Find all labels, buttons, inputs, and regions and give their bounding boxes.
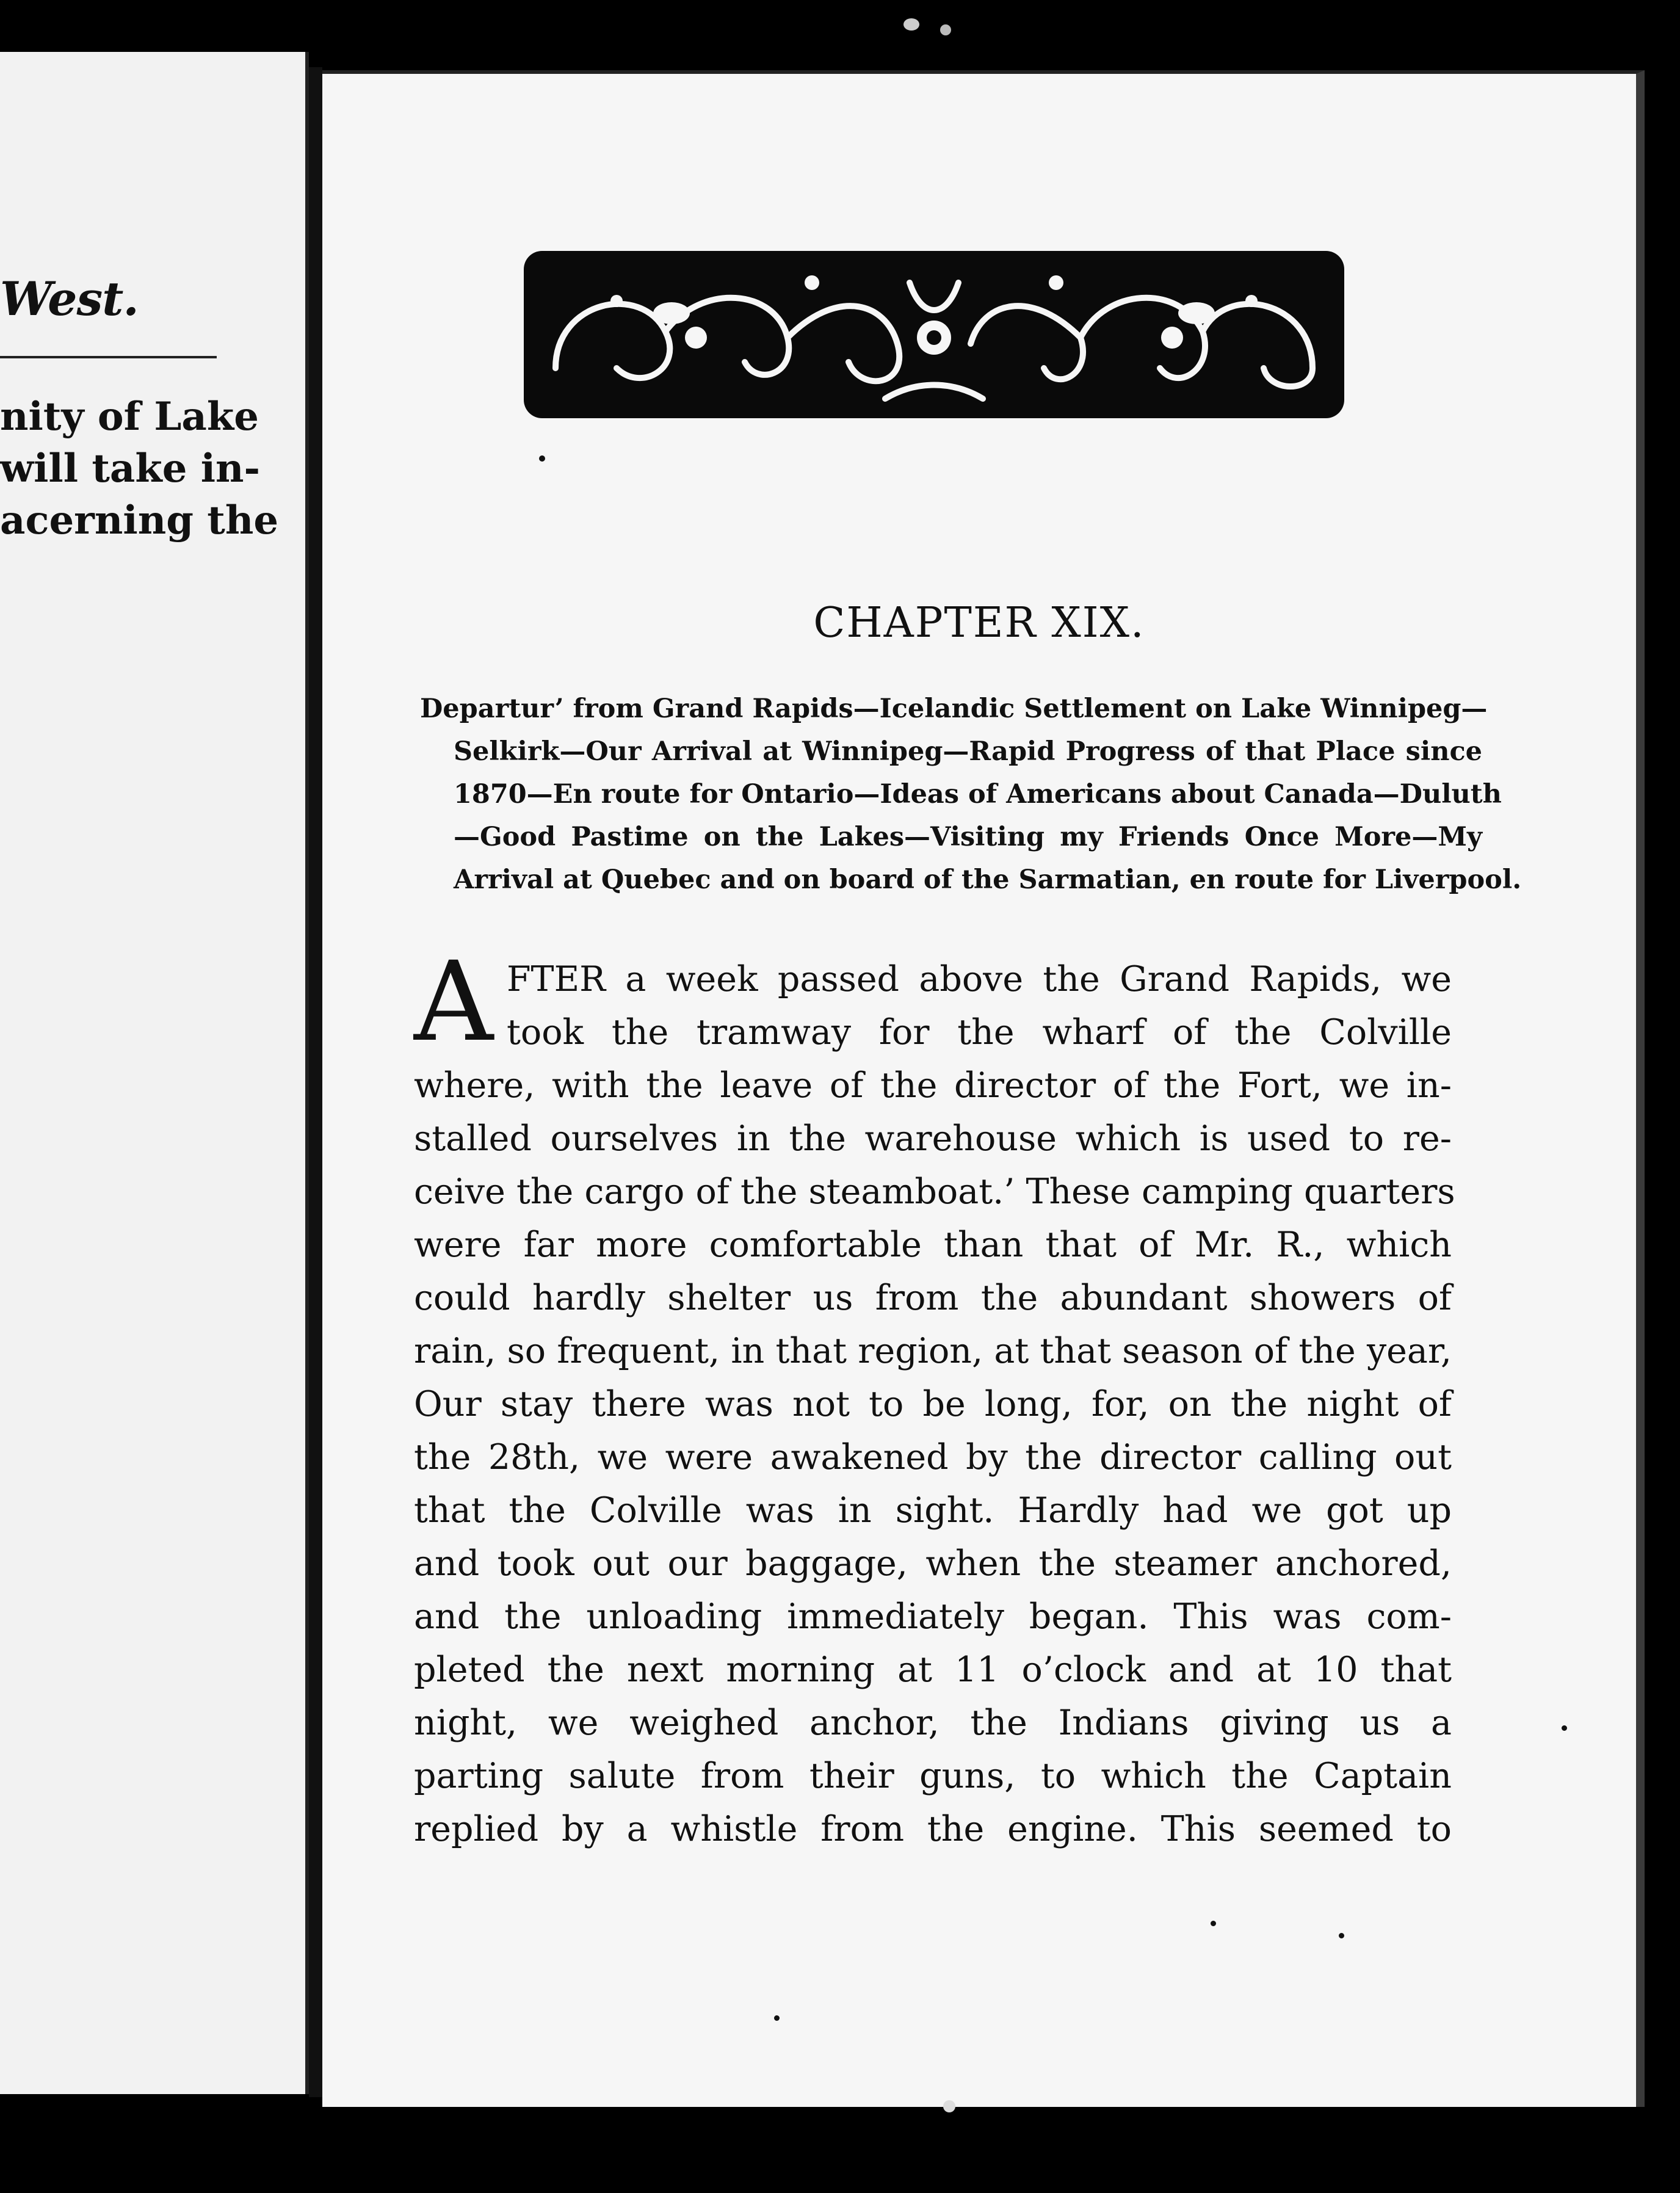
print-speck <box>1211 1921 1216 1926</box>
summary-line: 1870—En route for Ontario—Ideas of Americans about Canada—Duluth <box>454 779 1502 810</box>
scan-speck <box>940 24 951 35</box>
chapter-title: CHAPTER XIX. <box>813 599 1145 647</box>
left-text-line: nity of Lake <box>0 394 259 440</box>
print-speck <box>539 455 545 462</box>
body-line: rain, so frequent, in that region, at that season of the year, <box>414 1331 1452 1371</box>
drop-cap: A <box>414 938 493 1066</box>
body-line: and the unloading immediately began. This was com- <box>414 1597 1452 1637</box>
print-speck <box>774 2015 780 2021</box>
left-running-head: West. <box>0 272 139 326</box>
chapter-body <box>414 938 1455 1856</box>
body-line: night, we weighed anchor, the Indians giving us a <box>414 1703 1452 1743</box>
summary-line: —Good Pastime on the Lakes—Visiting my Friends Once More—My <box>454 822 1482 852</box>
body-line: that the Colville was in sight. Hardly had we got up <box>414 1490 1452 1531</box>
body-line: where, with the leave of the director of the Fort, we in- <box>414 1065 1452 1106</box>
summary-line: Selkirk—Our Arrival at Winnipeg—Rapid Progress of that Place since <box>454 736 1482 767</box>
left-page <box>0 52 309 2094</box>
body-line: were far more comfortable than that of Mr. R., which <box>414 1225 1452 1265</box>
right-page <box>322 70 1645 2107</box>
scan-speck <box>943 2100 955 2112</box>
body-line: pleted the next morning at 11 o’clock and at 10 that <box>414 1650 1452 1690</box>
decorative-headpiece-ornament <box>519 246 1349 423</box>
body-line: took the tramway for the wharf of the Colville <box>507 1012 1452 1053</box>
print-speck <box>1562 1725 1567 1731</box>
book-gutter <box>309 67 322 2097</box>
body-line: replied by a whistle from the engine. This seemed to <box>414 1809 1452 1849</box>
body-line: the 28th, we were awakened by the director calling out <box>414 1437 1452 1477</box>
body-line: FTER a week passed above the Grand Rapids, we <box>507 959 1452 999</box>
body-line: parting salute from their guns, to which the Captain <box>414 1756 1452 1796</box>
body-line: Our stay there was not to be long, for, on the night of <box>414 1384 1452 1424</box>
body-line: ceive the cargo of the steamboat.’ These camping quarters <box>414 1172 1455 1212</box>
body-line: stalled ourselves in the warehouse which is used to re- <box>414 1118 1452 1159</box>
scan-speck <box>903 18 919 31</box>
body-line: and took out our baggage, when the steamer anchored, <box>414 1543 1452 1584</box>
left-header-rule <box>0 356 217 358</box>
summary-line: Departur’ from Grand Rapids—Icelandic Settlement on Lake Winnipeg— <box>420 694 1488 724</box>
summary-line: Arrival at Quebec and on board of the Sarmatian, en route for Liverpool. <box>454 865 1522 895</box>
print-speck <box>1339 1933 1344 1938</box>
body-line: could hardly shelter us from the abundant showers of <box>414 1278 1452 1318</box>
left-text-line: acerning the <box>0 498 279 543</box>
chapter-summary <box>420 687 1522 901</box>
left-text-line: will take in- <box>0 446 261 491</box>
